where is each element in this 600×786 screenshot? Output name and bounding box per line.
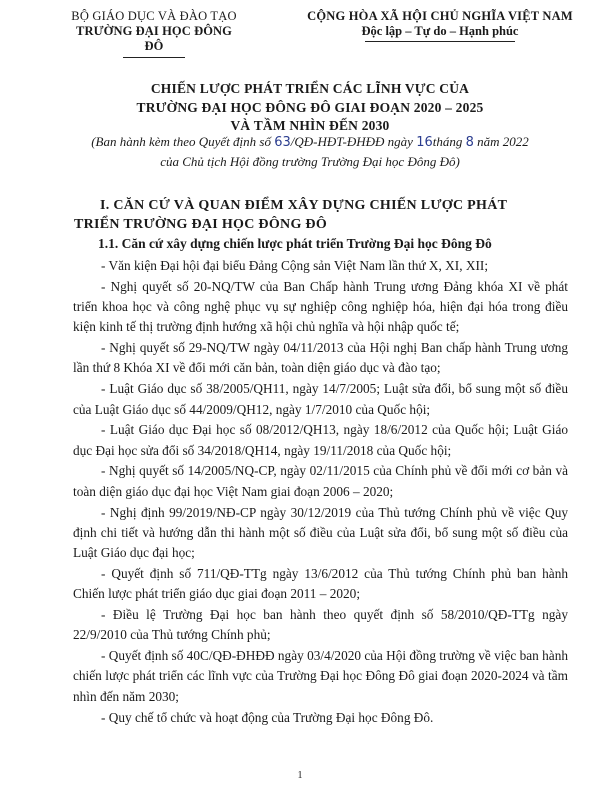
list-item: - Văn kiện Đại hội đại biểu Đảng Cộng sản Việt Nam lần thứ X, XI, XII; [101,258,489,273]
handwritten-day: 16 [416,135,433,150]
list-item: - Quyết định số 711/QĐ-TTg ngày 13/6/2012 của Thủ tướng Chính phủ ban hành Chiến lược phát triển giáo dục giai đoạn 2011 – 2020; [73,565,568,602]
subtitle-part-4: năm 2022 [477,134,529,149]
section-heading-line-2: TRIỂN TRƯỜNG ĐẠI HỌC ĐÔNG ĐÔ [74,217,328,232]
motto-underline [365,41,515,42]
section-heading-line-1: I. CĂN CỨ VÀ QUAN ĐIỂM XÂY DỰNG CHIẾN LƯỢC PHÁT [100,198,508,213]
list-item: - Luật Giáo dục số 38/2005/QH11, ngày 14/7/2005; Luật sửa đổi, bổ sung một số điều của Luật Giáo dục số 44/2009/QH12, ngày 1/7/2010 của Quốc hội; [73,381,568,417]
section-heading [74,196,570,234]
subtitle-line-1 [40,133,580,153]
list-item: - Quy chế tổ chức và hoạt động của Trường Đại học Đông Đô. [101,709,434,725]
document-title [40,80,580,136]
list-item: - Luật Giáo dục Đại học số 08/2012/QH13, ngày 18/6/2012 của Quốc hội; Luật Giáo dục Đại học sửa đổi số 34/2018/QH14, ngày 19/11/2018 của Quốc hội; [73,422,568,458]
university-name: TRƯỜNG ĐẠI HỌC ĐÔNG ĐÔ [76,24,232,53]
list-item: - Nghị quyết số 14/2005/NQ-CP, ngày 02/11/2015 của Chính phủ về đổi mới cơ bản và toàn diện giáo dục đại học Việt Nam giai đoạn 2006 – 2020; [73,463,568,499]
subtitle-part-1: (Ban hành kèm theo Quyết định số [91,134,271,149]
list-item: - Nghị quyết số 20-NQ/TW của Ban Chấp hành Trung ương Đảng khóa XI về phát triển khoa học và công nghệ phục vụ sự nghiệp công nghiệp hóa, hiện đại hóa trong điều kiện kinh tế thị trường định hướng xã hội chủ nghĩa và hội nhập quốc tế; [73,278,568,335]
handwritten-month: 8 [465,135,474,150]
subtitle-part-2: /QĐ-HĐT-ĐHĐĐ ngày [290,134,413,149]
issuer-underline [123,57,185,58]
list-item: - Điều lệ Trường Đại học ban hành theo quyết định số 58/2010/QĐ-TTg ngày 22/9/2010 của Thủ tướng Chính phủ; [73,607,568,643]
list-item: - Quyết định số 40C/QĐ-ĐHĐĐ ngày 03/4/2020 của Hội đồng trường về việc ban hành chiến lược phát triển các lĩnh vực của Trường Đại học Đông Đô giai đoạn 2020-2024 và tầm nhìn đến năm 2030; [73,648,568,704]
ministry-name: BỘ GIÁO DỤC VÀ ĐÀO TẠO [71,9,237,23]
issuer-block [66,9,242,58]
list-item: - Nghị quyết số 29-NQ/TW ngày 04/11/2013 của Hội nghị Ban chấp hành Trung ương lần thứ 8 Khóa XI về đổi mới căn bản, toàn diện giáo dục và đào tạo; [73,340,568,376]
title-line-2: TRƯỜNG ĐẠI HỌC ĐÔNG ĐÔ GIAI ĐOẠN 2020 – 2025 [136,99,484,115]
country-name: CỘNG HÒA XÃ HỘI CHỦ NGHĨA VIỆT NAM [307,9,573,23]
subtitle-part-3: tháng [432,134,463,149]
subsection-heading: 1.1. Căn cứ xây dựng chiến lược phát triển Trường Đại học Đông Đô [98,236,492,251]
document-body [73,256,568,728]
national-motto: Độc lập – Tự do – Hạnh phúc [361,24,519,38]
title-line-3: VÀ TẦM NHÌN ĐẾN 2030 [230,118,390,133]
document-subtitle [40,133,580,171]
list-item: - Nghị định 99/2019/NĐ-CP ngày 30/12/2019 của Thủ tướng Chính phủ về việc Quy định chi tiết và hướng dẫn thi hành một số điều của Luật sửa đổi, bổ sung một số điều của Luật Giáo dục đại học; [73,504,568,561]
page-number: 1 [297,770,303,781]
title-line-1: CHIẾN LƯỢC PHÁT TRIỂN CÁC LĨNH VỰC CỦA [150,81,470,96]
subtitle-line-2: của Chủ tịch Hội đồng trường Trường Đại học Đông Đô) [160,153,460,169]
national-header [290,9,590,42]
handwritten-decision-number: 63 [274,135,291,150]
